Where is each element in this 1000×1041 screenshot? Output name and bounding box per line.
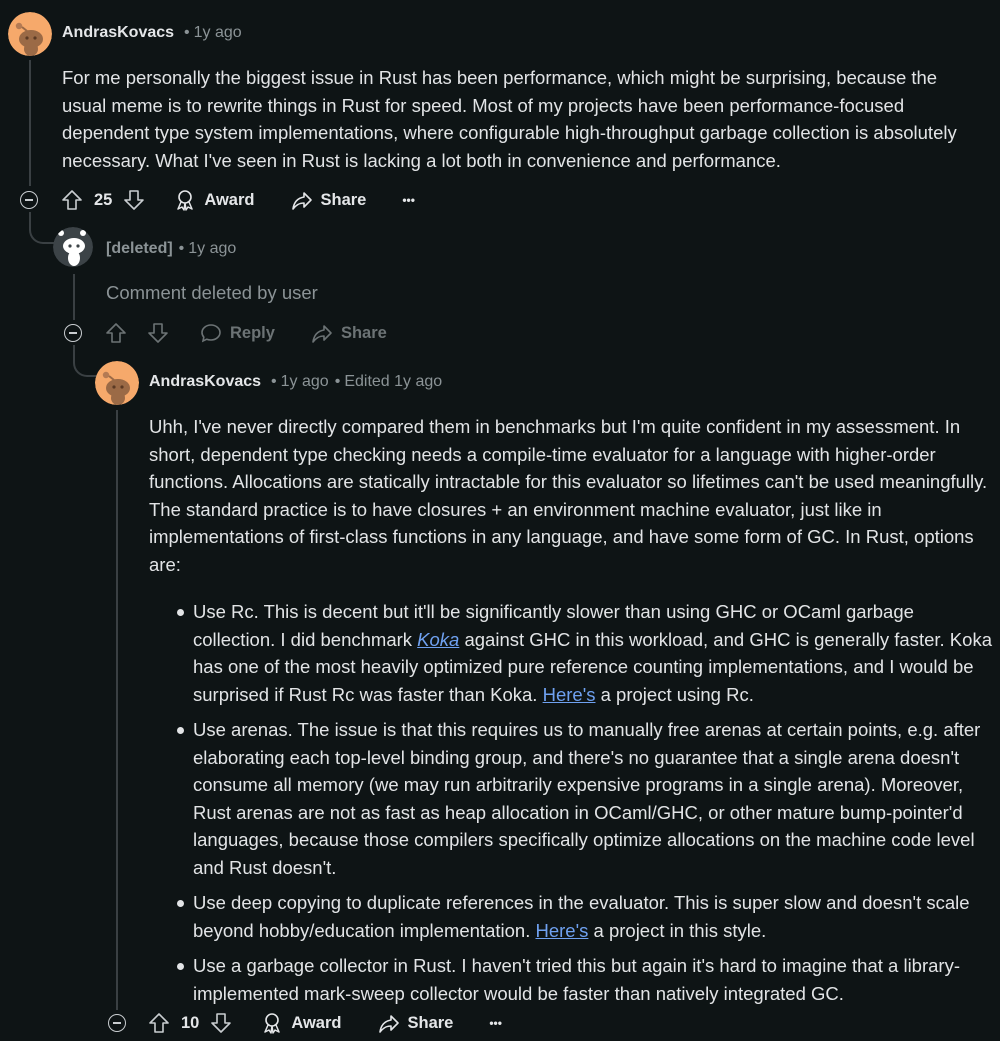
username[interactable]: AndrasKovacs: [149, 373, 262, 390]
downvote-button[interactable]: [122, 188, 146, 212]
share-icon: [311, 322, 333, 344]
comment-actions: [147, 1007, 502, 1039]
upvote-icon: [147, 1011, 171, 1035]
comment-header: AndrasKovacs • 1y ago: [62, 24, 242, 41]
avatar: [53, 227, 93, 267]
snoo-avatar-icon: [8, 12, 52, 56]
deleted-avatar-icon: [53, 227, 93, 267]
edited-label: Edited 1y ago: [344, 373, 443, 390]
comment-intro: Uhh, I've never directly compared them in benchmarks but I'm quite confident in my assessment. In short, dependent type checking needs a compile-time evaluator for a language with higher-order functions. Allocations are statically intractable for this evaluator so lifetimes can't be used meaningfully. The standard practice is to have closures + an environment machine evaluator, just like in implementations of first-class functions in any language, and have some form of GC. In Rust, options are:: [149, 416, 988, 575]
award-icon: [174, 189, 196, 211]
koka-link[interactable]: Koka: [417, 628, 460, 650]
upvote-button[interactable]: [60, 188, 84, 212]
downvote-button[interactable]: [146, 321, 170, 345]
downvote-icon: [146, 321, 170, 345]
snoo-avatar-icon: [95, 361, 139, 405]
upvote-icon: [60, 188, 84, 212]
list-item: Use arenas. The issue is that this requires us to manually free arenas at certain points, e.g. after elaborating each top-level binding group, and there's no guarantee that a single arena doesn't consume all memory (we may run arbitrarily expensive programs in a single arena). Moreover, Rust arenas are not as fast as heap allocation in OCaml/GHC, or other mature bump-pointer'd languages, because those compilers specifically optimize allocations on the machine code level and Rust doesn't.: [193, 716, 994, 881]
downvote-icon: [122, 188, 146, 212]
username: [deleted]: [106, 240, 173, 257]
comment-body: For me personally the biggest issue in Rust has been performance, which might be surprising, because the usual meme is to rewrite things in Rust for speed. Most of my projects have been performance-focused dependent type system implementations, where configurable high-throughput garbage collection is absolutely necessary. What I've seen in Rust is lacking a lot both in convenience and performance.: [62, 67, 957, 171]
comment-header: [deleted] • 1y ago: [106, 240, 237, 257]
collapse-icon[interactable]: [64, 324, 82, 342]
share-button[interactable]: [378, 1012, 454, 1034]
share-label: Share: [340, 323, 387, 342]
more-icon[interactable]: •••: [489, 1016, 502, 1030]
award-label: Award: [291, 1013, 342, 1032]
award-label: Award: [204, 190, 255, 209]
deleted-notice: Comment deleted by user: [106, 282, 318, 303]
share-label: Share: [320, 190, 367, 209]
reply-label: Reply: [230, 323, 275, 342]
vote-count: 25: [94, 190, 113, 209]
timestamp[interactable]: 1y ago: [188, 240, 237, 257]
upvote-button[interactable]: [104, 321, 128, 345]
username[interactable]: AndrasKovacs: [62, 24, 175, 41]
downvote-button[interactable]: [209, 1011, 233, 1035]
award-button[interactable]: [174, 189, 254, 211]
collapse-icon[interactable]: [20, 191, 38, 209]
upvote-button[interactable]: [147, 1011, 171, 1035]
avatar[interactable]: [8, 12, 52, 56]
share-label: Share: [407, 1013, 454, 1032]
vote-count: 10: [181, 1013, 200, 1032]
award-button[interactable]: [261, 1012, 341, 1034]
reply-icon: [200, 322, 222, 344]
comment-header: AndrasKovacs • 1y ago • Edited 1y ago: [149, 373, 443, 390]
options-list: [149, 598, 994, 1007]
share-button[interactable]: [311, 322, 387, 344]
timestamp[interactable]: 1y ago: [280, 373, 329, 390]
list-item: Use a garbage collector in Rust. I haven't tried this but again it's hard to imagine that a library-implemented mark-sweep collector would be faster than natively integrated GC.: [193, 952, 994, 1007]
list-item: Use Rc. This is decent but it'll be significantly slower than using GHC or OCaml garbage collection. I did benchmark Koka against GHC in this workload, and GHC is generally faster. Koka has one of the most heavily optimized pure reference counting implementations, and I would be surprised if Rust Rc was faster than Koka. Here's a project using Rc.: [193, 598, 994, 708]
heres-link[interactable]: Here's: [535, 919, 589, 941]
award-icon: [261, 1012, 283, 1034]
share-button[interactable]: [291, 189, 367, 211]
more-icon[interactable]: •••: [402, 193, 415, 207]
collapse-icon[interactable]: [108, 1014, 126, 1032]
share-icon: [291, 189, 313, 211]
avatar[interactable]: [95, 361, 139, 405]
timestamp[interactable]: 1y ago: [193, 24, 242, 41]
comment-actions: [60, 184, 415, 216]
reply-button[interactable]: [200, 322, 275, 344]
share-icon: [378, 1012, 400, 1034]
downvote-icon: [209, 1011, 233, 1035]
list-item: Use deep copying to duplicate references in the evaluator. This is super slow and doesn't scale beyond hobby/education implementation. Here's a project in this style.: [193, 889, 994, 944]
heres-link[interactable]: Here's: [542, 683, 596, 705]
upvote-icon: [104, 321, 128, 345]
comment-actions: [104, 317, 387, 349]
comment-body: [149, 413, 994, 1015]
